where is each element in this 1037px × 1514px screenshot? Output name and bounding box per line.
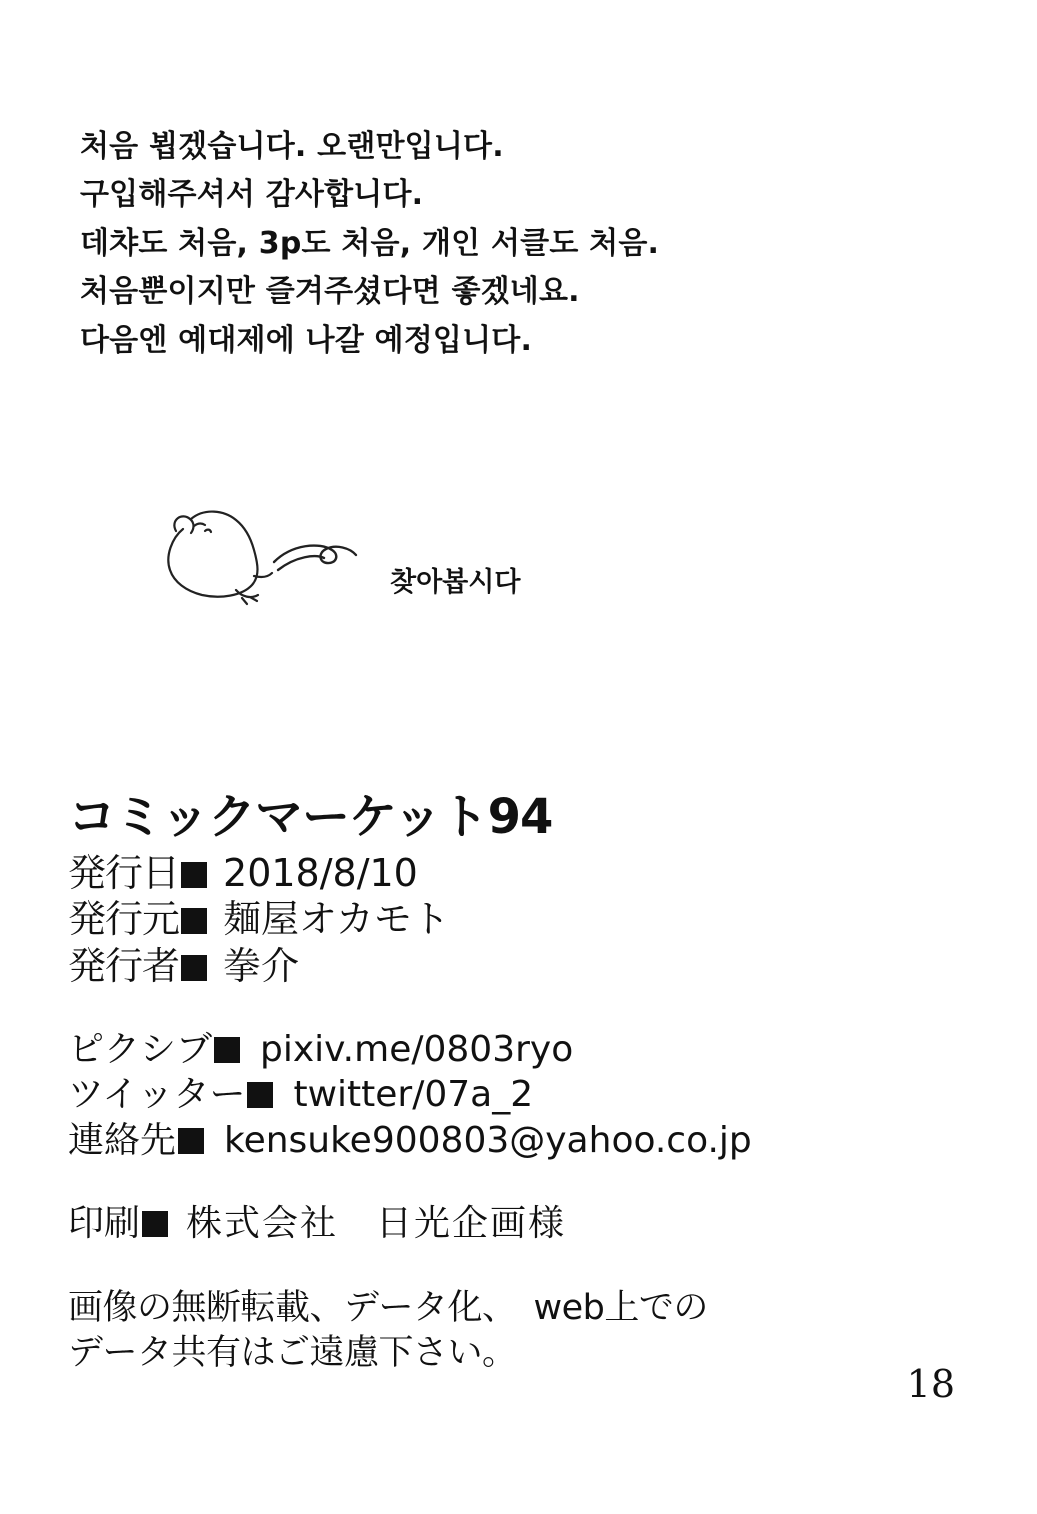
contact-row-email <box>68 1118 968 1163</box>
credit-value: 麺屋オカモト <box>223 897 450 942</box>
contact-label: ツイッター <box>68 1074 246 1116</box>
black-square-icon <box>142 1211 168 1237</box>
credit-row-author <box>68 943 968 989</box>
contact-value[interactable]: kensuke900803@yahoo.co.jp <box>224 1119 752 1161</box>
black-square-icon <box>181 908 207 934</box>
reproduction-notice <box>68 1286 968 1376</box>
notice-line-1: 画像の無断転載、データ化、 web上での <box>68 1287 708 1328</box>
contact-label: 連絡先 <box>68 1119 177 1161</box>
credit-label: 発行元 <box>68 897 180 942</box>
black-square-icon <box>214 1037 240 1063</box>
afterword-line-3: 데챠도 처음, 3p도 처음, 개인 서클도 처음. <box>80 225 660 261</box>
hamster-sketch-icon <box>150 498 380 618</box>
afterword-line-1: 처음 뵙겠습니다. 오랜만입니다. <box>80 129 504 164</box>
credit-value: 2018/8/10 <box>223 850 418 895</box>
contact-row-twitter <box>68 1072 968 1117</box>
black-square-icon <box>181 955 207 981</box>
afterword-line-5: 다음엔 예대제에 나갈 예정입니다. <box>80 322 533 358</box>
doodle-caption: 찾아봅시다 <box>390 567 521 598</box>
print-label: 印刷 <box>68 1202 141 1244</box>
colophon-block <box>68 789 968 1375</box>
credit-label: 発行日 <box>68 850 180 895</box>
contact-value[interactable]: twitter/07a_2 <box>293 1074 534 1116</box>
spacer <box>68 1248 968 1286</box>
spacer <box>68 989 968 1027</box>
black-square-icon <box>247 1082 273 1108</box>
afterword-block <box>80 125 900 367</box>
colophon-title: コミックマーケット94 <box>68 789 553 845</box>
print-value: 株式会社 日光企画様 <box>186 1202 567 1244</box>
black-square-icon <box>181 862 207 888</box>
afterword-line-2: 구입해주셔서 감사합니다. <box>80 177 424 213</box>
contact-row-pixiv <box>68 1027 968 1072</box>
contact-value[interactable]: pixiv.me/0803ryo <box>260 1028 574 1070</box>
credit-row-publisher <box>68 896 968 942</box>
black-square-icon <box>178 1128 204 1154</box>
notice-line-2: データ共有はご遠慮下さい。 <box>68 1332 517 1373</box>
print-row <box>68 1201 968 1248</box>
page-number: 18 <box>906 1362 955 1406</box>
credit-value: 拳介 <box>223 943 300 988</box>
contact-label: ピクシブ <box>68 1028 213 1070</box>
credit-label: 発行者 <box>68 943 180 988</box>
afterword-line-4: 처음뿐이지만 즐겨주셨다면 좋겠네요. <box>80 274 580 310</box>
doodle-block <box>150 498 850 628</box>
credit-row-publish-date <box>68 850 968 896</box>
spacer <box>68 1163 968 1201</box>
